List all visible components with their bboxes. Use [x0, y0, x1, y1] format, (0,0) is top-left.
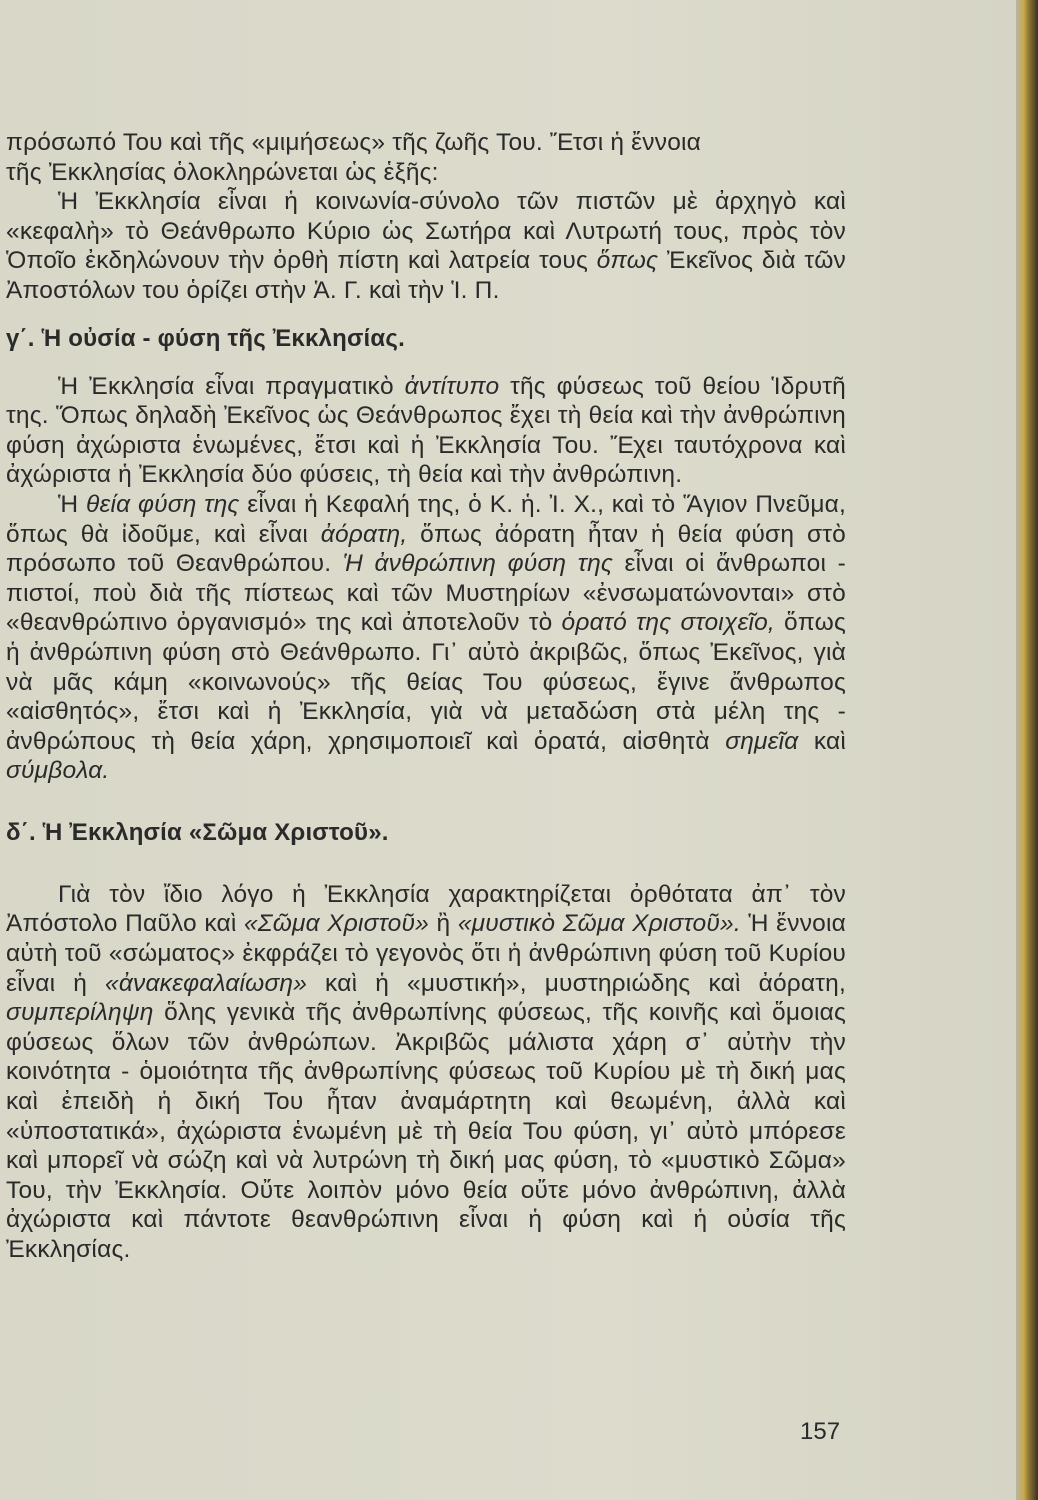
section-g-heading: γ΄. Ἡ οὐσία - φύση τῆς Ἐκκλησίας.	[6, 324, 405, 352]
page-edge	[1016, 0, 1038, 1500]
intro-line-1: πρόσωπό Του καὶ τῆς «μιμήσεως» τῆς ζωῆς Του. Ἔτσι ἡ ἔννοια	[6, 129, 702, 156]
section-d-heading: δ΄. Ἡ Ἐκκλησία «Σῶμα Χριστοῦ».	[6, 818, 389, 846]
intro-line-2: τῆς Ἐκκλησίας ὁλοκληρώνεται ὡς ἑξῆς:	[6, 158, 439, 186]
page-number: 157	[800, 1418, 841, 1445]
page-text	[6, 128, 846, 1265]
section-d-paragraph-1: Γιὰ τὸν ἴδιο λόγο ἡ Ἐκκλησία χαρακτηρίζεται ὀρθότατα ἀπ᾽ τὸν Ἀπόστολο Παῦλο καὶ «Σῶμα Χριστοῦ» ἢ «μυστικὸ Σῶμα Χριστοῦ». Ἡ ἔννοια αὐτὴ τοῦ «σώματος» ἐκφράζει τὸ γεγονὸς ὅτι ἡ ἀνθρώπινη φύση τοῦ Κυρίου εἶναι ἡ «ἀνακεφαλαίωση» καὶ ἡ «μυστική», μυστηριώδης καὶ ἀόρατη, συμπερίληψη ὅλης γενικὰ τῆς ἀνθρωπίνης φύσεως, τῆς κοινῆς καὶ ὅμοιας φύσεως ὅλων τῶν ἀνθρώπων. Ἀκριβῶς μάλιστα χάρη σ᾽ αὐτὴν τὴν κοινότητα - ὁμοιότητα τῆς ἀνθρωπίνης φύσεως τοῦ Κυρίου μὲ τὴ δική μας καὶ ἐπειδὴ ἡ δική Του ἦταν ἀναμάρτητη καὶ θεωμένη, ἀλλὰ καὶ «ὑποστατικά», ἀχώριστα ἑνωμένη μὲ τὴ θεία Του φύση, γι᾽ αὐτὸ μπόρεσε καὶ μπορεῖ νὰ σώζη καὶ νὰ λυτρώνη τὴ δική μας φύση, τὸ «μυστικὸ Σῶμα» Του, τὴν Ἐκκλησία. Οὔτε λοιπὸν μόνο θεία οὔτε μόνο ἀνθρώπινη, ἀλλὰ ἀχώριστα καὶ πάντοτε θεανθρώπινη εἶναι ἡ φύση καὶ ἡ οὐσία τῆς Ἐκκλησίας.	[6, 880, 846, 1263]
section-g-paragraph-1: Ἡ Ἐκκλησία εἶναι πραγματικὸ ἀντίτυπο τῆς φύσεως τοῦ θείου Ἱδρυτῆ της. Ὅπως δηλαδὴ Ἐκεῖνος ὡς Θεάνθρωπος ἔχει τὴ θεία καὶ τὴν ἀνθρώπινη φύση ἀχώριστα ἑνωμένες, ἔτσι καὶ ἡ Ἐκκλησία Του. Ἔχει ταυτόχρονα καὶ ἀχώριστα ἡ Ἐκκλησία δύο φύσεις, τὴ θεία καὶ τὴν ἀνθρώπινη.	[6, 372, 846, 489]
intro-paragraph: Ἡ Ἐκκλησία εἶναι ἡ κοινωνία-σύνολο τῶν πιστῶν μὲ ἀρχηγὸ καὶ «κεφαλὴ» τὸ Θεάνθρωπο Κύριο ὡς Σωτήρα καὶ Λυτρωτή τους, πρὸς τὸν Ὁποῖο ἐκδηλώνουν τὴν ὀρθὴ πίστη καὶ λατρεία τους ὅπως Ἐκεῖνος διὰ τῶν Ἀποστόλων του ὁρίζει στὴν Ἁ. Γ. καὶ τὴν Ἱ. Π.	[6, 188, 846, 304]
section-g-paragraph-2: Ἡ θεία φύση της εἶναι ἡ Κεφαλή της, ὁ Κ. ἡ. Ἰ. Χ., καὶ τὸ Ἅγιον Πνεῦμα, ὅπως θὰ ἰδοῦμε, καὶ εἶναι ἀόρατη, ὅπως ἀόρατη ἦταν ἡ θεία φύση στὸ πρόσωπο τοῦ Θεανθρώπου. Ἡ ἀνθρώπινη φύση της εἶναι οἱ ἄνθρωποι - πιστοί, ποὺ διὰ τῆς πίστεως καὶ τῶν Μυστηρίων «ἐνσωματώνονται» στὸ «θεανθρώπινο ὀργανισμό» της καὶ ἀποτελοῦν τὸ ὁρατό της στοιχεῖο, ὅπως ἡ ἀνθρώπινη φύση στὸ Θεάνθρωπο. Γι᾽ αὐτὸ ἀκριβῶς, ὅπως Ἐκεῖνος, γιὰ νὰ μᾶς κάμη «κοινωνούς» τῆς θείας Του φύσεως, ἔγινε ἄνθρωπος «αἰσθητός», ἔτσι καὶ ἡ Ἐκκλησία, γιὰ νὰ μεταδώση στὰ μέλη της - ἀνθρώπους τὴ θεία χάρη, χρησιμοποιεῖ καὶ ὁρατά, αἰσθητὰ σημεῖα καὶ σύμβολα.	[6, 490, 847, 785]
